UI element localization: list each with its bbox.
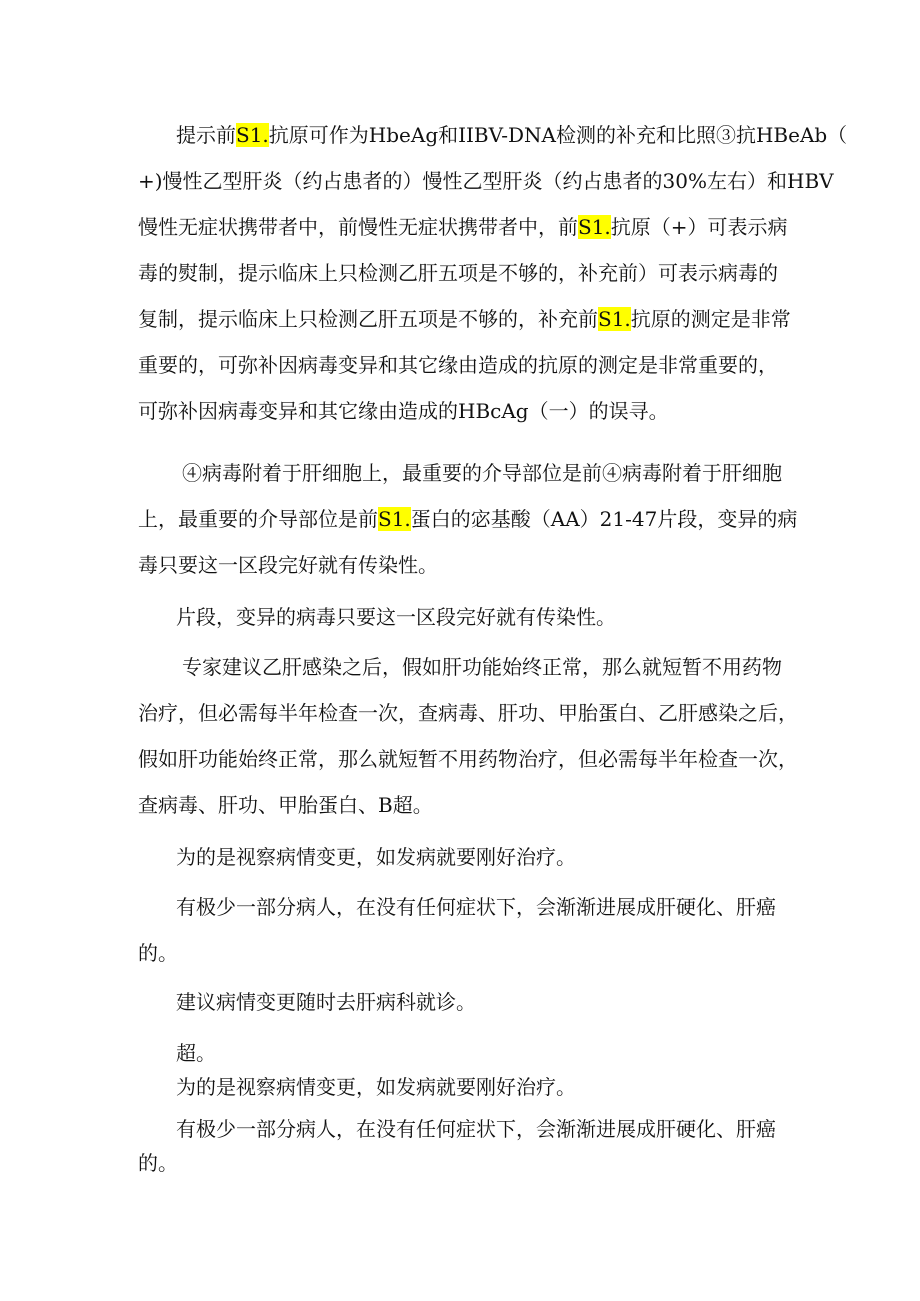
text-line: 为的是视察病情变更，如发病就要刚好治疗。 bbox=[176, 1075, 576, 1099]
text-line: 片段，变异的病毒只要这一区段完好就有传染性。 bbox=[176, 605, 616, 629]
text-line: 专家建议乙肝感染之后，假如肝功能始终正常，那么就短暂不用药物 bbox=[182, 655, 782, 679]
text-line: ④病毒附着于肝细胞上，最重要的介导部位是前④病毒附着于肝细胞 bbox=[182, 461, 782, 485]
text-line: 有极少一部分病人，在没有任何症状下，会渐渐进展成肝硬化、肝癌 bbox=[176, 895, 776, 919]
paragraph-8 bbox=[138, 1036, 798, 1104]
highlighted-text: S1. bbox=[598, 307, 631, 331]
paragraph-1 bbox=[138, 112, 848, 434]
highlighted-text: S1. bbox=[236, 123, 269, 147]
text-line: 治疗，但必需每半年检查一次，查病毒、肝功、甲胎蛋白、乙肝感染之后， bbox=[138, 701, 798, 725]
paragraph-3 bbox=[138, 594, 798, 640]
text-line: 查病毒、肝功、甲胎蛋白、B超。 bbox=[138, 793, 433, 817]
text-line: +)慢性乙型肝炎（约占患者的）慢性乙型肝炎（约占患者的30%左右）和HBV bbox=[138, 169, 834, 193]
paragraph-5 bbox=[138, 834, 798, 880]
text-line: 毒的熨制，提示临床上只检测乙肝五项是不够的，补充前）可表示病毒的 bbox=[138, 261, 778, 285]
text-line: 毒只要这一区段完好就有传染性。 bbox=[138, 553, 438, 577]
text-line: 重要的，可弥补因病毒变异和其它缘由造成的抗原的测定是非常重要的， bbox=[138, 353, 778, 377]
paragraph-2 bbox=[138, 450, 798, 588]
text-line: 可弥补因病毒变异和其它缘由造成的HBcAg（一）的误寻。 bbox=[138, 399, 669, 423]
text-line: 有极少一部分病人，在没有任何症状下，会渐渐进展成肝硬化、肝癌 bbox=[176, 1117, 776, 1141]
text-line: 提示前S1.抗原可作为HbeAg和IIBV-DNA检测的补充和比照③抗HBeAb（ bbox=[176, 123, 848, 147]
highlighted-text: S1. bbox=[578, 215, 611, 239]
highlighted-text: S1. bbox=[378, 507, 411, 531]
text-line: 慢性无症状携带者中，前慢性无症状携带者中，前S1.抗原（+）可表示病 bbox=[138, 215, 788, 239]
paragraph-7 bbox=[138, 979, 798, 1025]
text-line: 建议病情变更随时去肝病科就诊。 bbox=[176, 990, 476, 1014]
text-line: 为的是视察病情变更，如发病就要刚好治疗。 bbox=[176, 845, 576, 869]
paragraph-9 bbox=[138, 1112, 798, 1180]
text-line: 超。 bbox=[176, 1041, 216, 1065]
text-line: 上，最重要的介导部位是前S1.蛋白的宓基酸（AA）21-47片段，变异的病 bbox=[138, 507, 798, 531]
text-line: 假如肝功能始终正常，那么就短暂不用药物治疗，但必需每半年检查一次， bbox=[138, 747, 798, 771]
text-line: 的。 bbox=[138, 941, 178, 965]
text-line: 的。 bbox=[138, 1151, 178, 1175]
paragraph-6 bbox=[138, 884, 798, 976]
text-line: 复制，提示临床上只检测乙肝五项是不够的，补充前S1.抗原的测定是非常 bbox=[138, 307, 791, 331]
paragraph-4 bbox=[138, 644, 798, 828]
